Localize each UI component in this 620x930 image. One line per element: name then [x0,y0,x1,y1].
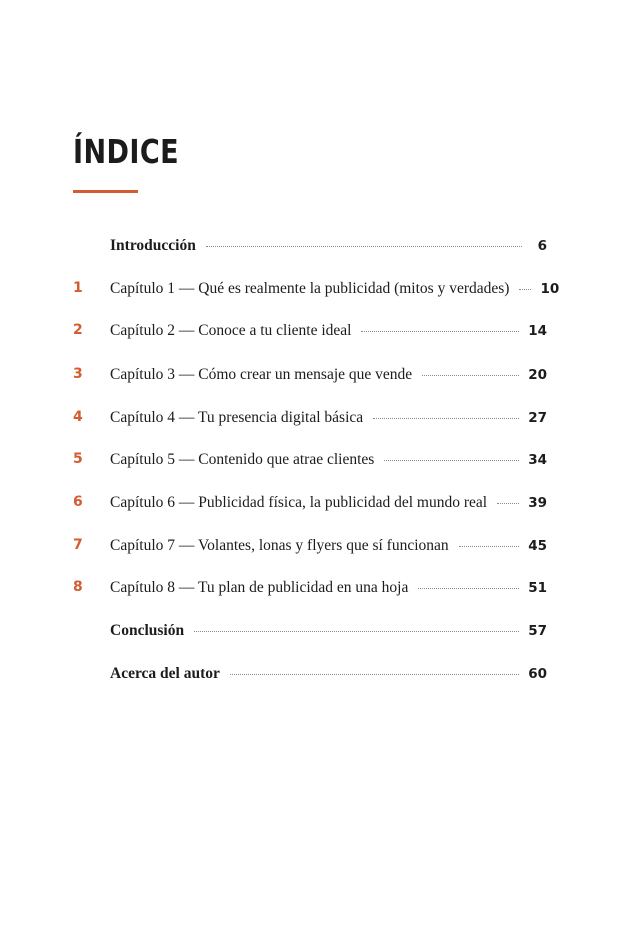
toc-entry-chapter-5[interactable] [0,438,620,481]
toc-entry-page: 14 [528,322,547,339]
toc-entry-label: Acerca del autor [110,664,220,682]
toc-entry-label: Conclusión [110,621,185,639]
toc-entry-page: 34 [528,451,547,468]
dot-leader [194,631,519,632]
dot-leader [230,674,519,675]
dot-leader [459,546,520,547]
toc-entry-page: 39 [528,494,547,511]
toc-entry-number: 6 [73,494,83,510]
toc-entry-label: Introducción [110,236,196,254]
dot-leader [361,331,519,332]
toc-entry-chapter-3[interactable] [0,353,620,396]
toc-entry-label: Capítulo 5 — Contenido que atrae clientes [110,450,375,468]
toc-entry-conclusion[interactable] [0,609,620,652]
toc-entry-label: Capítulo 3 — Cómo crear un mensaje que vende [110,365,413,383]
toc-entry-label: Capítulo 8 — Tu plan de publicidad en una hoja [110,578,409,596]
toc-entry-page: 45 [528,537,547,554]
toc-entry-label: Capítulo 1 — Qué es realmente la publicidad (mitos y verdades) [110,279,510,297]
toc-entry-number: 4 [73,409,83,425]
dot-leader [373,418,519,419]
toc-entry-chapter-7[interactable] [0,524,620,567]
toc-entry-introduccion[interactable] [0,224,620,267]
dot-leader [418,588,519,589]
toc-entry-number: 1 [73,280,83,296]
toc-entry-page: 60 [528,665,547,682]
dot-leader [497,503,519,504]
toc-entry-chapter-6[interactable] [0,481,620,524]
toc-entry-label: Capítulo 4 — Tu presencia digital básica [110,408,364,426]
toc-entry-number: 8 [73,579,83,595]
dot-leader [519,289,531,290]
toc-entry-chapter-2[interactable] [0,309,620,352]
toc-entry-page: 57 [528,622,547,639]
dot-leader [422,375,519,376]
toc-entry-page: 6 [537,237,547,254]
toc-entry-page: 10 [540,280,560,297]
toc-entry-page: 20 [528,366,547,383]
toc-entry-page: 27 [528,409,547,426]
toc-entry-label: Capítulo 6 — Publicidad física, la publicidad del mundo real [110,493,488,511]
title-underline [73,190,138,193]
toc-entry-label: Capítulo 7 — Volantes, lonas y flyers que sí funcionan [110,536,449,554]
toc-entry-number: 7 [73,537,83,553]
dot-leader [206,246,522,247]
toc-entry-chapter-4[interactable] [0,396,620,439]
toc-entry-acerca-del-autor[interactable] [0,652,620,695]
toc-entry-number: 3 [73,366,83,382]
toc-entry-chapter-1[interactable] [0,267,620,310]
toc-entry-chapter-8[interactable] [0,566,620,609]
toc-entry-page: 51 [528,579,547,596]
dot-leader [384,460,519,461]
toc-entry-number: 2 [73,322,83,338]
page-title: ÍNDICE [73,132,180,171]
toc-entry-label: Capítulo 2 — Conoce a tu cliente ideal [110,321,352,339]
toc-entry-number: 5 [73,451,83,467]
